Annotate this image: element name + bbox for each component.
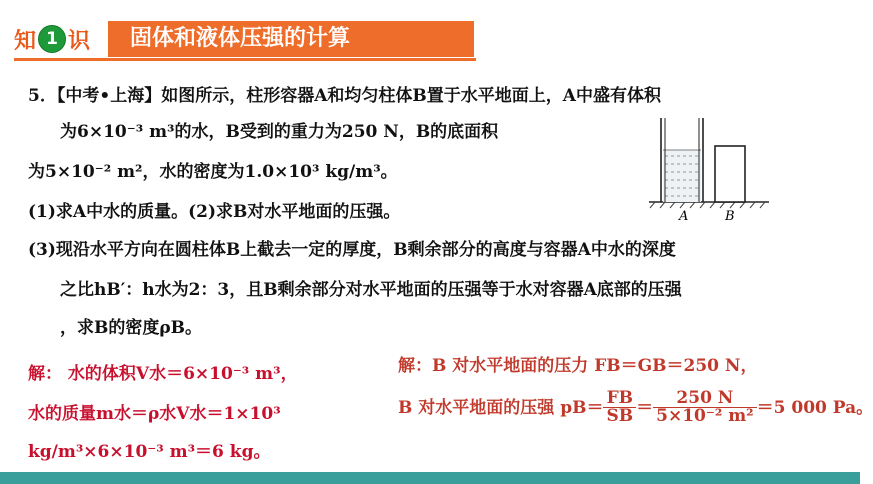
tag-char-right: 识 — [68, 28, 91, 54]
solution-right-line-1: 解：B 对水平地面的压力 FB＝GB＝250 N， — [398, 356, 758, 376]
fraction-value-numerator: 250 N — [653, 390, 757, 408]
cylinder-b — [715, 146, 745, 202]
problem-line-3: 为5×10⁻² m²，水的密度为1.0×10³ kg/m³。 — [28, 162, 398, 182]
water-fill — [663, 150, 701, 202]
page-title: 固体和液体压强的计算 — [108, 21, 474, 57]
label-a: A — [679, 209, 689, 224]
fraction-numerator: FB — [603, 390, 636, 408]
solution-left-line-1: 解： 水的体积V水＝6×10⁻³ m³， — [28, 364, 298, 384]
footer-bar — [0, 472, 860, 484]
title-underline — [14, 58, 476, 61]
pressure-result: ＝5 000 Pa。 — [756, 397, 873, 418]
fraction-values — [653, 390, 757, 425]
problem-line-5: (3)现沿水平方向在圆柱体B上截去一定的厚度，B剩余部分的高度与容器A中水的深度 — [28, 240, 676, 260]
problem-line-7: ，求B的密度ρB。 — [60, 318, 203, 338]
label-b: B — [725, 209, 735, 224]
container-figure — [645, 112, 775, 224]
problem-line-6: 之比hB′：h水为2：3，且B剩余部分对水平地面的压强等于水对容器A底部的压强 — [60, 280, 682, 300]
pressure-label: B 对水平地面的压强 pB＝ — [398, 397, 604, 418]
problem-line-1: 5．【中考•上海】如图所示，柱形容器A和均匀柱体B置于水平地面上，A中盛有体积 — [28, 86, 661, 106]
tag-char-left: 知 — [14, 28, 37, 54]
header — [0, 0, 860, 62]
tag-number-badge: 1 — [38, 25, 66, 53]
fraction-denominator: SB — [606, 406, 634, 426]
fraction-f-over-s — [603, 390, 636, 425]
solution-left-line-3: kg/m³×6×10⁻³ m³＝6 kg。 — [28, 442, 271, 462]
fraction-value-denominator: 5×10⁻² m² — [656, 406, 754, 426]
solution-right-line-2 — [398, 390, 873, 425]
section-tag — [14, 24, 90, 54]
problem-line-4: (1)求A中水的质量。(2)求B对水平地面的压强。 — [28, 202, 401, 222]
equals-sign: ＝ — [636, 397, 654, 418]
solution-left-line-2: 水的质量m水＝ρ水V水＝1×10³ — [28, 404, 281, 424]
problem-line-2: 为6×10⁻³ m³的水，B受到的重力为250 N，B的底面积 — [60, 122, 499, 142]
